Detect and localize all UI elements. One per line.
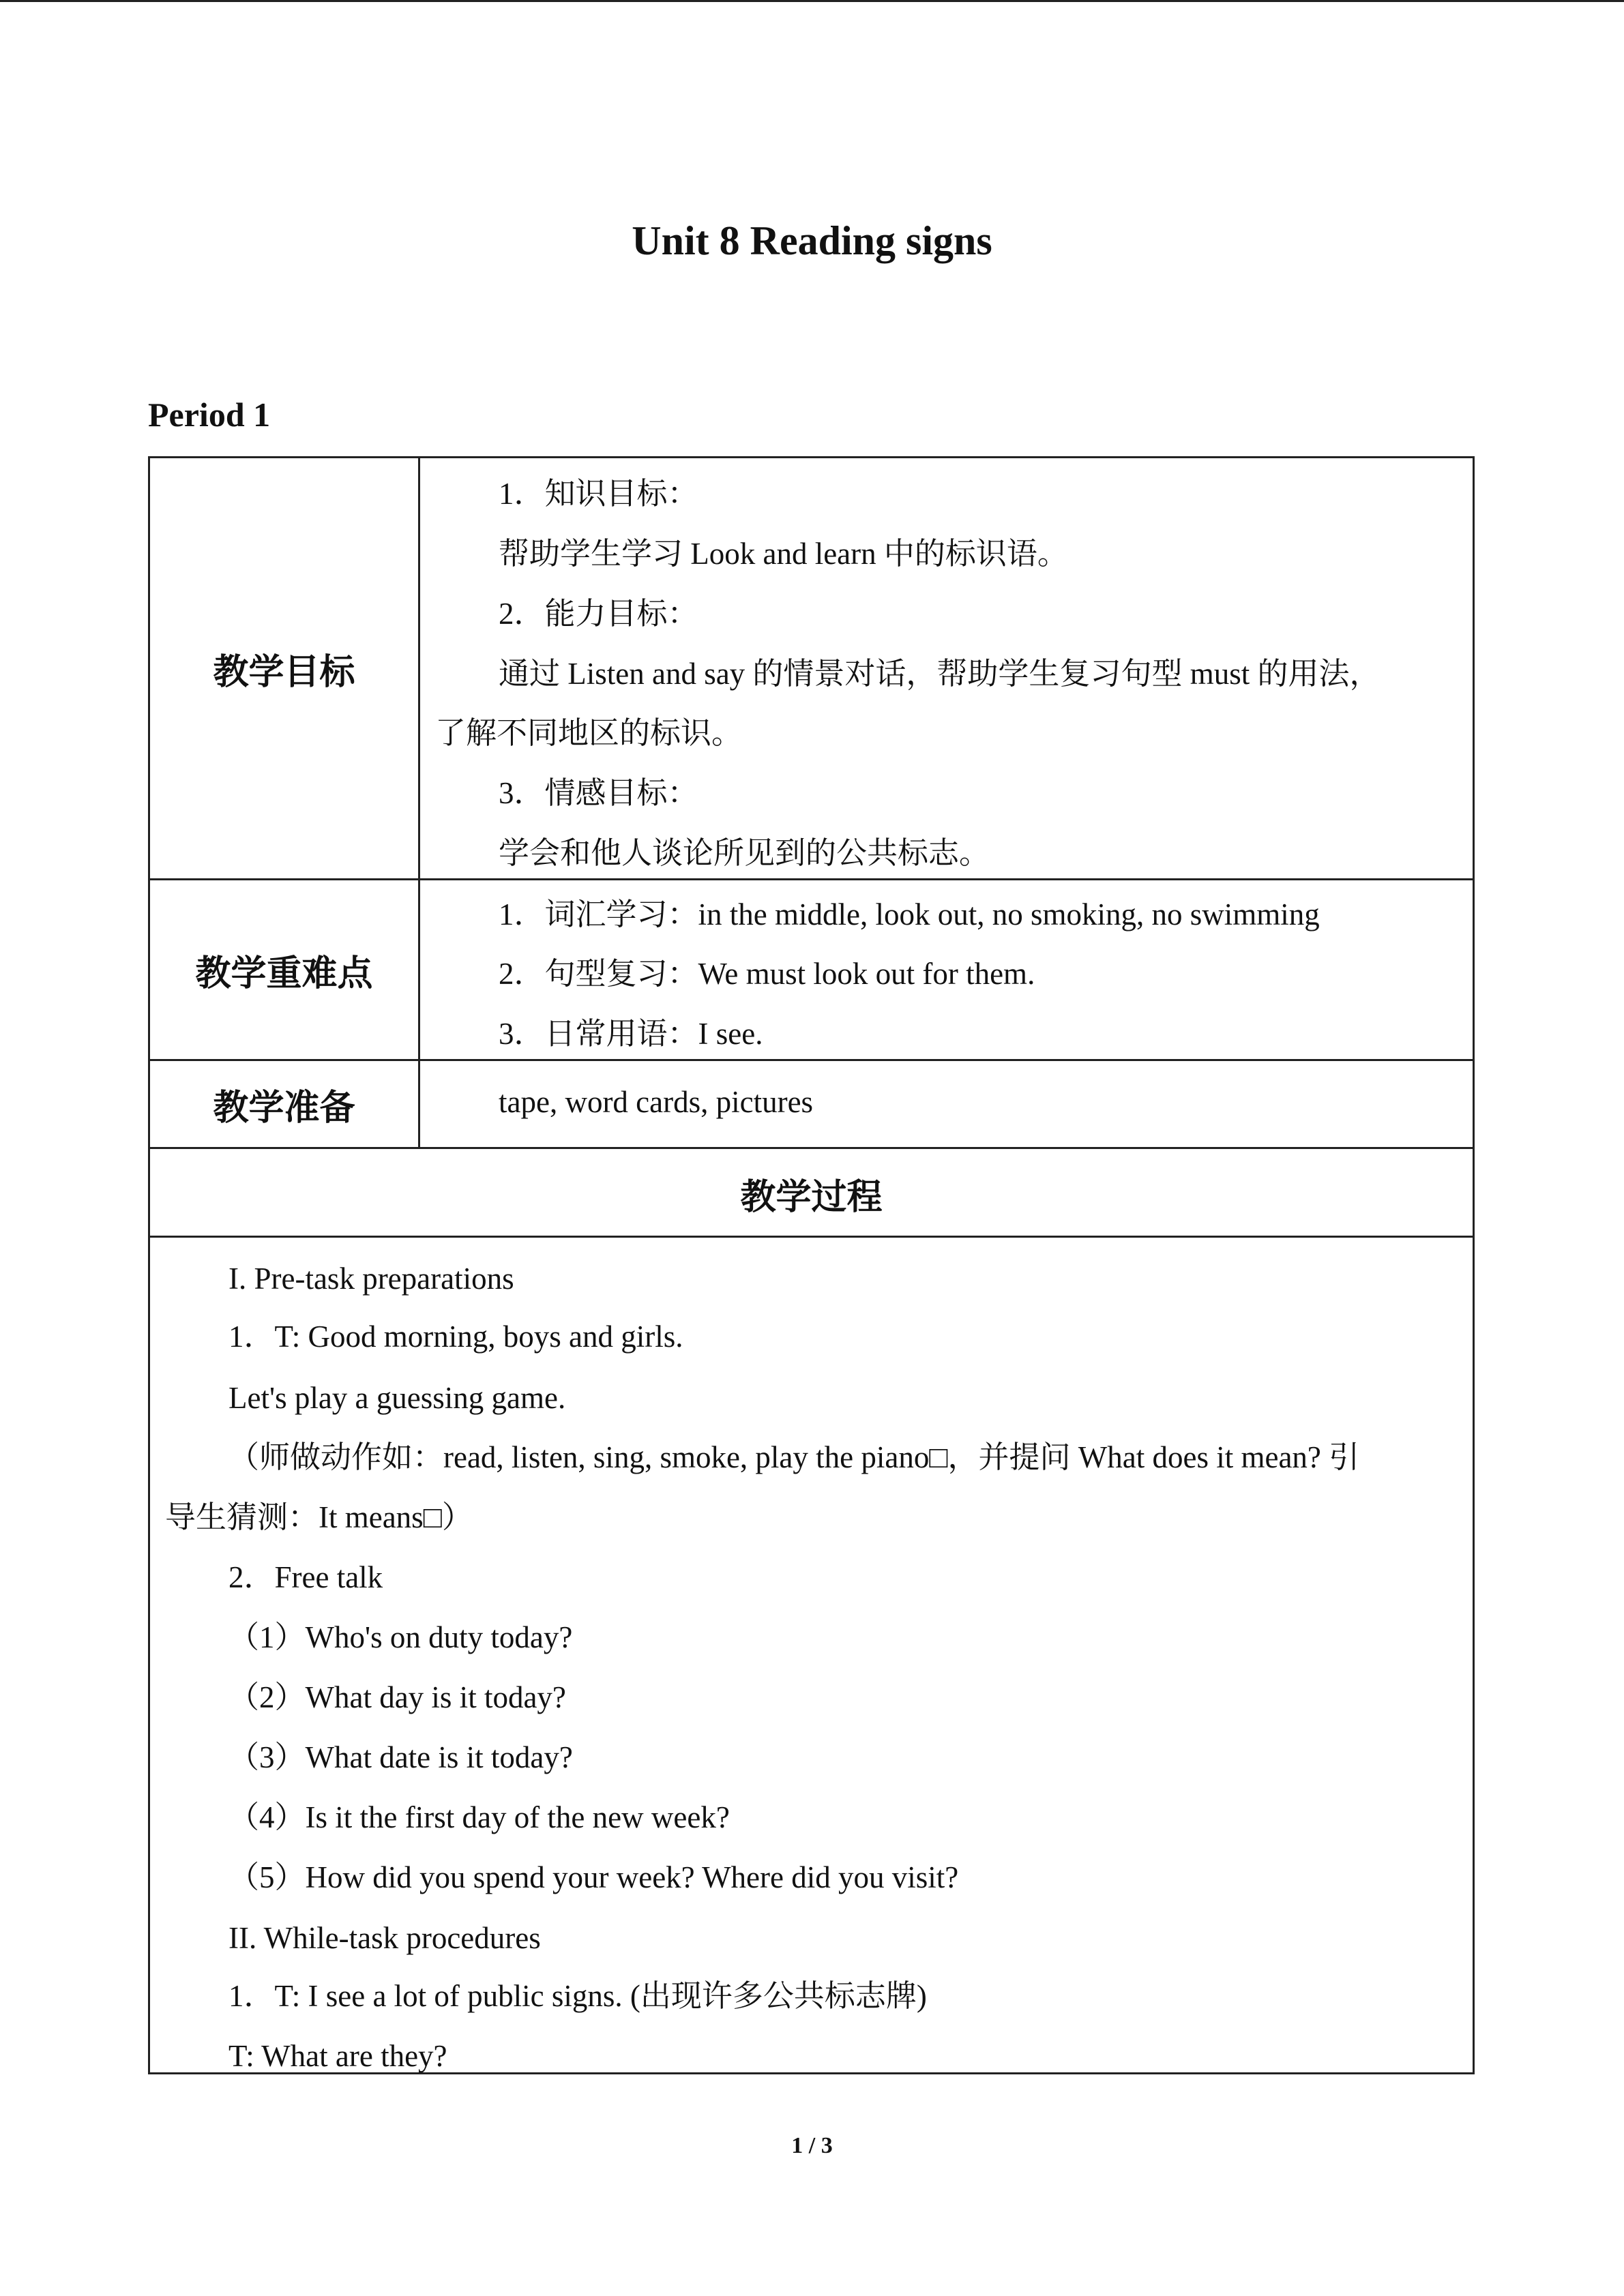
objective-line: 学会和他人谈论所见到的公共标志。: [499, 836, 990, 870]
top-border: [0, 0, 1624, 2]
process-header-row: [150, 1149, 1473, 1238]
process-line: 1．T: Good morning, boys and girls.: [228, 1320, 683, 1354]
process-line: Let's play a guessing game.: [228, 1381, 566, 1415]
process-line: 导生猜测：It means□）: [165, 1500, 473, 1534]
preparation-text: tape, word cards, pictures: [499, 1085, 814, 1119]
process-line: （2）What day is it today?: [228, 1680, 566, 1714]
process-line: I. Pre-task preparations: [228, 1262, 514, 1296]
process-line: T: What are they?: [228, 2039, 447, 2073]
objectives-row: [150, 458, 1473, 880]
lesson-plan-table: [148, 456, 1475, 2074]
period-heading: Period 1: [148, 396, 271, 434]
objective-line: 2．能力目标：: [499, 597, 698, 631]
objective-line: 1．知识目标：: [499, 477, 698, 511]
key-point-line: 1．词汇学习：in the middle, look out, no smoking, no swimming: [499, 897, 1320, 931]
objectives-label: 教学目标: [150, 458, 420, 878]
process-content: [150, 1238, 1473, 2072]
objectives-content: [420, 458, 1473, 878]
preparation-row: [150, 1061, 1473, 1149]
key-points-label: 教学重难点: [150, 880, 420, 1059]
key-point-line: 3．日常用语：I see.: [499, 1017, 763, 1051]
document-title: Unit 8 Reading signs: [632, 218, 992, 263]
key-points-content: [420, 880, 1473, 1059]
preparation-label: 教学准备: [150, 1061, 420, 1147]
process-header: 教学过程: [740, 1176, 883, 1218]
process-line: 1．T: I see a lot of public signs. (出现许多公共标志牌): [228, 1979, 927, 2013]
objective-line: 3．情感目标：: [499, 776, 698, 810]
process-line: （3）What date is it today?: [228, 1740, 573, 1774]
objective-line: 帮助学生学习 Look and learn 中的标识语。: [499, 537, 1068, 571]
preparation-content: [420, 1061, 1473, 1147]
process-line: （5）How did you spend your week? Where did you visit?: [228, 1860, 959, 1894]
process-line: 2．Free talk: [228, 1560, 383, 1594]
key-points-row: [150, 880, 1473, 1061]
page-number: 1 / 3: [791, 2133, 833, 2158]
process-line: （4）Is it the first day of the new week?: [228, 1800, 730, 1834]
process-line: （1）Who's on duty today?: [228, 1620, 573, 1654]
process-line: （师做动作如：read, listen, sing, smoke, play the piano□，并提问 What does it mean? 引: [228, 1440, 1360, 1474]
objective-line: 通过 Listen and say 的情景对话，帮助学生复习句型 must 的用法，: [499, 657, 1381, 691]
objective-line: 了解不同地区的标识。: [435, 716, 743, 750]
process-line: II. While-task procedures: [228, 1921, 541, 1955]
key-point-line: 2．句型复习：We must look out for them.: [499, 957, 1035, 991]
